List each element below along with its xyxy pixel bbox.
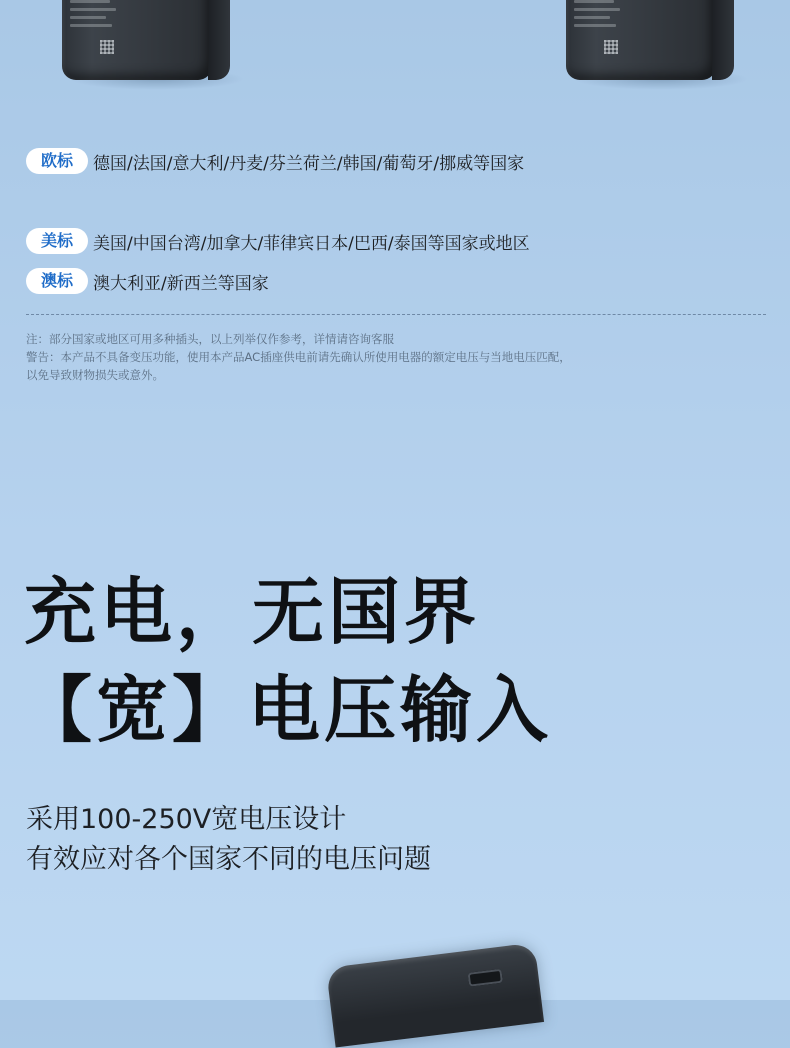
headline-subtitle: 【宽】电压输入 (20, 668, 553, 752)
warning-line: 警告：本产品不具备变压功能，使用本产品AC插座供电前请先确认所使用电器的额定电压与当地电压匹配， (26, 350, 571, 364)
charger-image-left (62, 0, 230, 80)
standard-countries: 美国/中国台湾/加拿大/菲律宾日本/巴西/泰国等国家或地区 (93, 233, 530, 254)
charger-image-right (566, 0, 734, 80)
dashed-divider (26, 314, 766, 315)
standard-countries: 德国/法国/意大利/丹麦/芬兰荷兰/韩国/葡萄牙/挪威等国家 (93, 153, 525, 174)
description-line: 采用100-250V宽电压设计 (26, 804, 347, 835)
description-line: 有效应对各个国家不同的电压问题 (26, 844, 431, 875)
qr-code-icon (100, 40, 114, 54)
plug-standard-au (26, 268, 269, 294)
standard-badge: 欧标 (26, 148, 88, 174)
headline-title: 充电，无国界 (24, 570, 481, 654)
usb-port-icon (468, 969, 503, 987)
note-line: 注：部分国家或地区可用多种插头，以上列举仅作参考，详情请咨询客服 (26, 332, 394, 346)
charger-image-bottom (326, 943, 544, 1048)
charger-body (62, 0, 212, 80)
charger-side (712, 0, 734, 80)
charger-body (566, 0, 716, 80)
qr-code-icon (604, 40, 618, 54)
warning-line: 以免导致财物损失或意外。 (26, 368, 164, 382)
standard-badge: 美标 (26, 228, 88, 254)
plug-standard-us (26, 228, 530, 254)
standard-badge: 澳标 (26, 268, 88, 294)
plug-standard-eu (26, 148, 524, 174)
standard-countries: 澳大利亚/新西兰等国家 (93, 273, 269, 294)
charger-side (208, 0, 230, 80)
notes-block (26, 330, 766, 384)
